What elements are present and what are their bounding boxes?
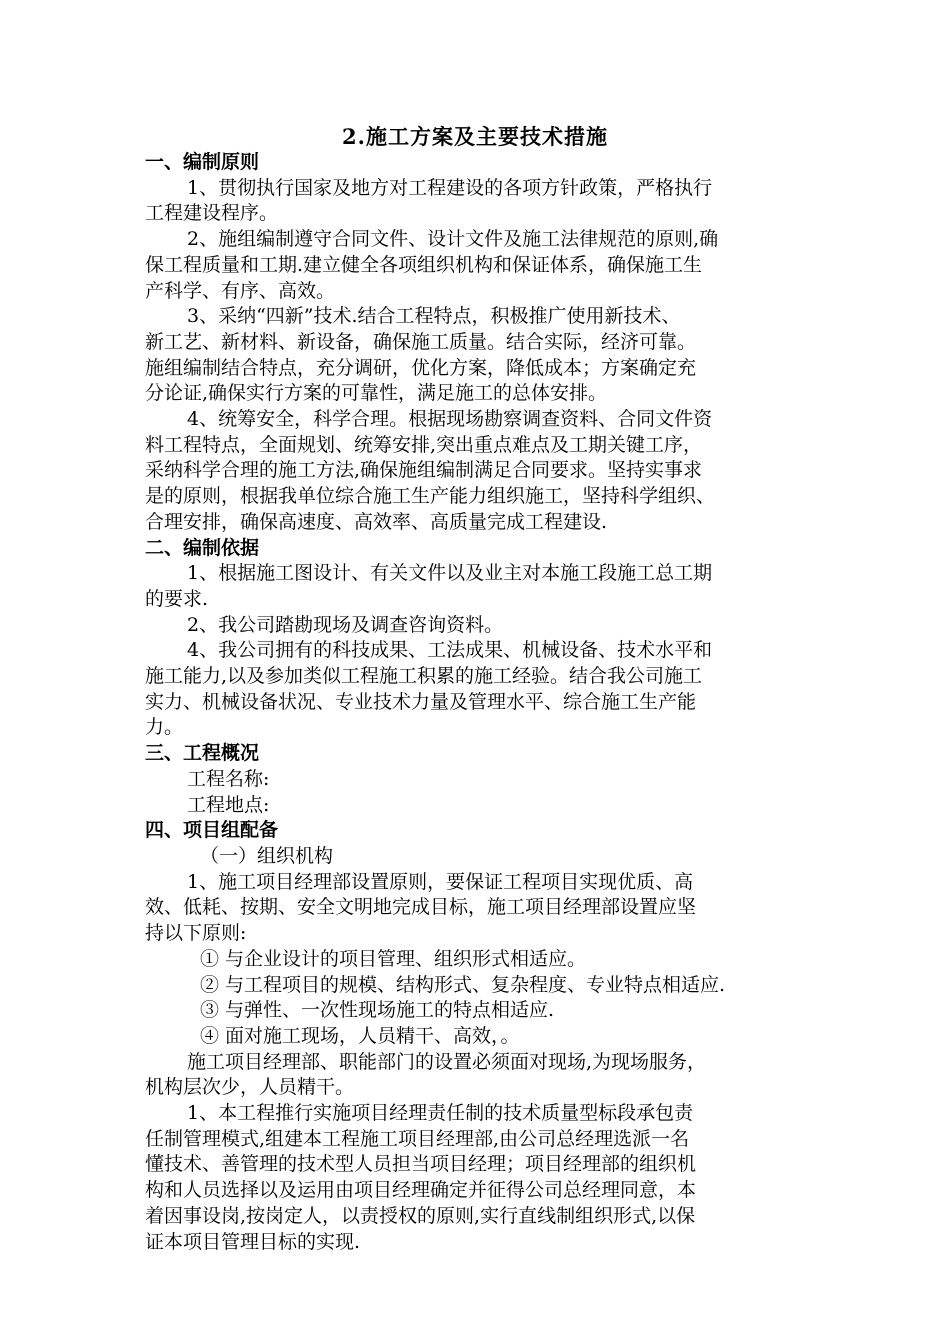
paragraph-line: 实力、机械设备状况、专业技术力量及管理水平、综合施工生产能 xyxy=(145,690,697,713)
paragraph-line: 工程名称: xyxy=(187,767,270,790)
paragraph-line: 保工程质量和工期.建立健全各项组织机构和保证体系，确保施工生 xyxy=(145,253,703,276)
paragraph-line: 2、我公司踏勘现场及调查咨询资料。 xyxy=(187,613,504,636)
paragraph-line: 3、采纳“四新”技术.结合工程特点，积极推广使用新技术、 xyxy=(187,305,681,328)
paragraph-line: 构和人员选择以及运用由项目经理确定并征得公司总经理同意，本 xyxy=(145,1179,697,1202)
paragraph-line: 是的原则，根据我单位综合施工生产能力组织施工，坚持科学组织、 xyxy=(145,485,716,508)
paragraph-line: 采纳科学合理的施工方法,确保施组编制满足合同要求。坚持实事求 xyxy=(145,459,703,482)
paragraph-line: 分论证,确保实行方案的可靠性，满足施工的总体安排。 xyxy=(145,382,608,405)
paragraph-line: 2、施组编制遵守合同文件、设计文件及施工法律规范的原则,确 xyxy=(187,228,719,251)
paragraph-line: 1、根据施工图设计、有关文件以及业主对本施工段施工总工期 xyxy=(187,562,713,585)
paragraph-line: （一）组织机构 xyxy=(200,844,334,867)
document-body xyxy=(145,150,815,1255)
paragraph-line: 力。 xyxy=(145,716,184,739)
paragraph-line: 1、贯彻执行国家及地方对工程建设的各项方针政策，严格执行 xyxy=(187,176,713,199)
paragraph-line: 施组编制结合特点，充分调研，优化方案，降低成本；方案确定充 xyxy=(145,356,697,379)
paragraph-line: 1、施工项目经理部设置原则，要保证工程项目实现优质、高 xyxy=(187,870,694,893)
document-title: 2.施工方案及主要技术措施 xyxy=(342,124,608,149)
paragraph-line: 1、本工程推行实施项目经理责任制的技术质量型标段承包责 xyxy=(187,1102,694,1125)
paragraph-line: 任制管理模式,组建本工程施工项目经理部,由公司总经理选派一名 xyxy=(145,1127,690,1150)
paragraph-line: 施工项目经理部、职能部门的设置必须面对现场,为现场服务， xyxy=(187,1050,707,1073)
paragraph-line: ① 与企业设计的项目管理、组织形式相适应。 xyxy=(200,947,587,970)
paragraph-line: 产科学、有序、高效。 xyxy=(145,279,336,302)
paragraph-line: 的要求. xyxy=(145,587,209,610)
paragraph-line: 着因事设岗,按岗定人，以责授权的原则,实行直线制组织形式,以保 xyxy=(145,1204,696,1227)
section-heading: 一、编制原则 xyxy=(145,151,260,173)
paragraph-line: 懂技术、善管理的技术型人员担当项目经理；项目经理部的组织机 xyxy=(145,1153,697,1176)
paragraph-line: 新工艺、新材料、新设备，确保施工质量。结合实际，经济可靠。 xyxy=(145,330,697,353)
paragraph-line: 机构层次少，人员精干。 xyxy=(145,1076,355,1099)
section-heading: 三、工程概况 xyxy=(145,742,260,765)
paragraph-line: 效、低耗、按期、安全文明地完成目标，施工项目经理部设置应坚 xyxy=(145,896,697,919)
paragraph-line: 4、我公司拥有的科技成果、工法成果、机械设备、技术水平和 xyxy=(187,639,713,662)
section-heading: 二、编制依据 xyxy=(145,536,260,559)
paragraph-line: 证本项目管理目标的实现. xyxy=(145,1230,361,1253)
paragraph-line: 施工能力,以及参加类似工程施工积累的施工经验。结合我公司施工 xyxy=(145,665,703,688)
paragraph-line: 工程建设程序。 xyxy=(145,202,279,225)
paragraph-line: 4、统筹安全，科学合理。根据现场勘察调查资料、合同文件资 xyxy=(187,408,713,431)
paragraph-line: ③ 与弹性、一次性现场施工的特点相适应. xyxy=(200,999,555,1022)
paragraph-line: 料工程特点，全面规划、统筹安排,突出重点难点及工期关键工序， xyxy=(145,433,703,456)
paragraph-line: ④ 面对施工现场，人员精干、高效，。 xyxy=(200,1024,520,1047)
section-heading: 四、项目组配备 xyxy=(145,819,279,842)
paragraph-line: 持以下原则: xyxy=(145,922,247,945)
paragraph-line: ② 与工程项目的规模、结构形式、复杂程度、专业特点相适应. xyxy=(200,973,726,996)
paragraph-line: 工程地点: xyxy=(187,793,270,816)
paragraph-line: 合理安排，确保高速度、高效率、高质量完成工程建设. xyxy=(145,510,608,533)
